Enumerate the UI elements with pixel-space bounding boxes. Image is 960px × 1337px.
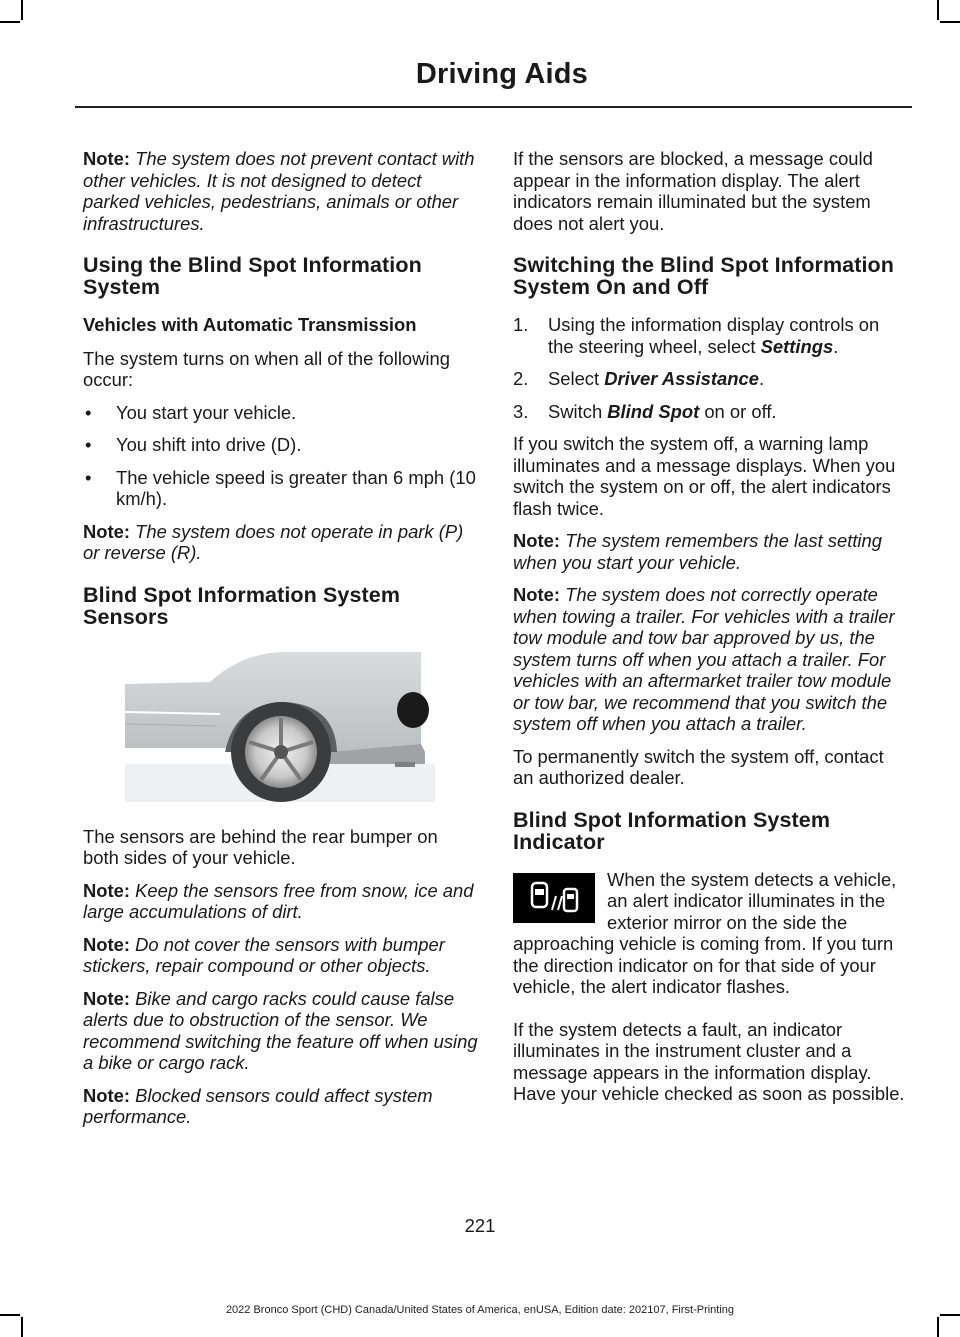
indicator-section	[513, 869, 909, 1009]
crop-mark	[21, 0, 23, 20]
paragraph: If the sensors are blocked, a message could appear in the information display. The alert indicators remain illuminated but the system does not alert you.	[513, 148, 873, 234]
list-item: 1. Using the information display controls on the steering wheel, select Settings.	[513, 314, 880, 357]
subheading-automatic-transmission: Vehicles with Automatic Transmission	[83, 314, 417, 335]
note: Note: Do not cover the sensors with bumper stickers, repair compound or other objects.	[83, 933, 445, 976]
paragraph: To permanently switch the system off, contact an authorized dealer.	[513, 745, 884, 788]
note: Note: The system does not operate in park (P) or reverse (R).	[83, 520, 464, 563]
heading-using-bsis: Using the Blind Spot Information System	[83, 253, 422, 299]
crop-mark	[0, 21, 20, 23]
right-column	[513, 148, 909, 1116]
crop-mark	[21, 1317, 23, 1337]
vehicle-rear-wheel-bumper-illustration	[125, 652, 435, 802]
blind-spot-indicator-icon	[513, 873, 595, 923]
paragraph: If you switch the system off, a warning lamp illuminates and a message displays. When you switch the system on or off, the alert indicators flash twice.	[513, 433, 896, 519]
paragraph: If the system detects a fault, an indicator illuminates in the instrument cluster and a message appears in the information display. Have your vehicle checked as soon as possible.	[513, 1018, 905, 1104]
paragraph: The system turns on when all of the following occur:	[83, 347, 450, 390]
left-column	[83, 148, 478, 1139]
heading-indicator: Blind Spot Information System Indicator	[513, 807, 831, 854]
list-item: • The vehicle speed is greater than 6 mph (10 km/h).	[85, 466, 476, 509]
header-divider	[75, 106, 912, 108]
heading-switching: Switching the Blind Spot Information System On and Off	[513, 253, 895, 299]
edition-footer: 2022 Bronco Sport (CHD) Canada/United States of America, enUSA, Edition date: 202107, First-Printing	[225, 1304, 735, 1316]
paragraph: The sensors are behind the rear bumper on both sides of your vehicle.	[83, 825, 438, 868]
list-item: • You shift into drive (D).	[85, 434, 302, 455]
note: Note: Blocked sensors could affect system performance.	[83, 1084, 433, 1127]
conditions-list	[83, 402, 478, 510]
list-item: 3. Switch Blind Spot on or off.	[513, 400, 777, 422]
crop-mark	[937, 0, 939, 20]
crop-mark	[937, 1317, 939, 1337]
list-item: 2. Select Driver Assistance.	[513, 368, 765, 389]
heading-sensors: Blind Spot Information System Sensors	[83, 582, 401, 629]
paragraph: When the system detects a vehicle, an alert indicator illuminates in the exterior mirror on the side the approaching vehicle is coming from. If you turn the direction indicator on for that side of your vehicle, the alert indicator flashes.	[513, 868, 897, 997]
note: Note: The system does not prevent contact with other vehicles. It is not designed to detect parked vehicles, pedestrians, animals or other infrastructures.	[83, 148, 475, 234]
section-title: Driving Aids	[415, 58, 588, 90]
note: Note: The system remembers the last setting when you start your vehicle.	[513, 530, 882, 573]
note: Note: Bike and cargo racks could cause false alerts due to obstruction of the sensor. We recommend switching the feature off when using a bike or cargo rack.	[83, 987, 478, 1073]
steps-list	[513, 314, 909, 422]
crop-mark	[940, 21, 960, 23]
list-item: • You start your vehicle.	[85, 401, 297, 423]
page-number: 221	[464, 1215, 496, 1236]
note: Note: The system does not correctly operate when towing a trailer. For vehicles with a trailer tow module and tow bar approved by us, the system turns off when you attach a trailer. For vehicles with an aftermarket trailer tow module or tow bar, we recommend that you switch the system off when you attach a trailer.	[513, 584, 895, 734]
note: Note: Keep the sensors free from snow, ice and large accumulations of dirt.	[83, 879, 474, 922]
